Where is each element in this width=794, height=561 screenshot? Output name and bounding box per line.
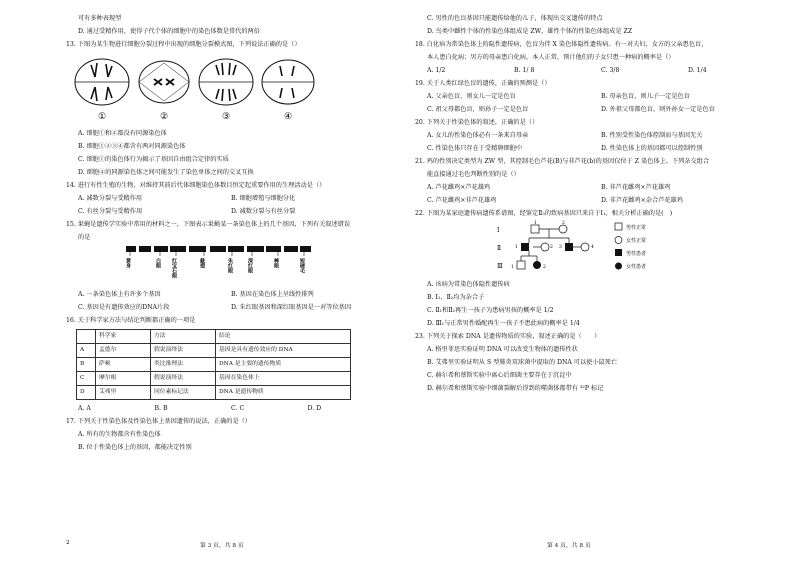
q16-option-a: A. A xyxy=(78,405,91,412)
gene-label: 棒眼 xyxy=(273,258,279,268)
q19-stem: 19. 关于人类红绿色盲的遗传，正确的预测是（） xyxy=(415,80,551,87)
gene-label: 朱红眼 xyxy=(227,258,233,273)
q18-option-a: A. 1/2 xyxy=(427,67,446,74)
legend-label: 女性正常 xyxy=(626,238,647,244)
table-cell: 基因在染色体上 xyxy=(216,372,351,386)
cell-figure-2 xyxy=(139,61,189,103)
table-row xyxy=(77,386,351,400)
q19-option-c: C. 祖父母都色盲，则孙子一定是色盲 xyxy=(427,106,529,113)
gene-label: 截翅 xyxy=(199,258,205,268)
q19-option-d: D. 外祖父母都色盲，则外孙女一定是色盲 xyxy=(601,106,715,113)
q23-option-b: B. 艾弗里实验证明从 S 型肺炎双球菌中提取的 DNA 可以使小鼠死亡 xyxy=(427,359,618,366)
table-cell: 类比推理法 xyxy=(151,358,216,372)
q22-option-a: A. 该病为常染色体隐性遗传病 xyxy=(427,281,510,288)
q23-option-a: A. 格里菲思实验证明 DNA 可以改变生物体的遗传性状 xyxy=(427,346,578,353)
pedigree-legend xyxy=(615,223,646,270)
q14-stem: 14. 进行有性生殖的生物，对维持其前后代体细胞染色体数目恒定起重要作用的生理活动是（） xyxy=(66,182,326,189)
table-cell: 基因是具有遗传效应的 DNA xyxy=(216,344,351,358)
q17-stem: 17. 下列关于性染色体及性染色体上基因遗传的说法，正确的是（） xyxy=(66,418,252,425)
q13-option-d: D. 细胞④的同源染色体之间可能发生了染色单体之间的交叉互换 xyxy=(78,169,254,176)
generation-label: Ⅰ xyxy=(497,227,500,234)
q18-option-d: D. 1/4 xyxy=(688,67,707,74)
gene-label: 黄身 xyxy=(125,258,131,268)
q14-option-a: A. 减数分裂与受精作用 xyxy=(78,195,143,202)
q21-stem-cont: 能直接通过毛色判断性别的是（） xyxy=(427,171,520,178)
q15-chromosome-figure xyxy=(66,244,326,288)
individual-number: 2 xyxy=(562,221,565,226)
q17-option-b: B. 位于性染色体上的基因，都能决定性别 xyxy=(78,444,192,451)
table-cell: A xyxy=(77,344,96,358)
table-row xyxy=(77,372,351,386)
table-cell xyxy=(77,330,96,344)
table-cell: B xyxy=(77,358,96,372)
q14-option-c: C. 有丝分裂与受精作用 xyxy=(78,208,143,215)
q19-option-a: A. 父亲色盲，则女儿一定是色盲 xyxy=(427,93,516,100)
q15-option-d: D. 朱红眼基因和深红眼基因是一对等位基因 xyxy=(231,304,352,311)
pedigree-female-normal xyxy=(541,243,549,251)
table-cell: 假说演绎法 xyxy=(151,344,216,358)
table-cell: DNA 是遗传物质 xyxy=(216,386,351,400)
pedigree-female-normal xyxy=(559,225,567,233)
pedigree-male-affected xyxy=(565,243,573,251)
table-cell: 科学家 xyxy=(96,330,151,344)
text-line: 可有多种表现型 xyxy=(78,15,122,22)
q22-stem: 22. 下图为某家庭遗传病遗传系谱图，经鉴定Ⅱ₃的致病基因只来自于Ⅰ₁，相关分析正确的是( ) xyxy=(415,210,673,217)
q19-option-b: B. 母亲色盲，则儿子一定是色盲 xyxy=(601,93,690,100)
text-line: D. 鸟类中雌性个体的性染色体组成是 ZW，雄性个体的性染色体组成是 ZZ xyxy=(427,28,633,35)
cell-label-3: ③ xyxy=(221,112,231,122)
table-cell: 萨顿 xyxy=(96,358,151,372)
q13-cell-division-figure xyxy=(66,51,326,127)
cell-figure-4 xyxy=(262,60,314,104)
table-cell: C xyxy=(77,372,96,386)
q18-stem: 18. 白化病为常染色体上的隐性遗传病，色盲为伴 X 染色体隐性遗传病。有一对夫妇，女方的父亲患色盲， xyxy=(415,41,708,48)
generation-label: Ⅲ xyxy=(497,263,503,270)
q20-option-d: D. 性染色体上的基因都可以控制性别 xyxy=(601,145,703,152)
q13-option-b: B. 细胞①②③④都含有两对同源染色体 xyxy=(78,143,186,150)
q20-option-c: C. 性染色体只存在于受精卵细胞中 xyxy=(427,145,523,152)
right-page xyxy=(397,0,794,561)
individual-number: 2 xyxy=(550,245,553,250)
table-row xyxy=(77,344,351,358)
q23-option-c: C. 赫尔希和蔡斯实验中离心后细菌主要存在于沉淀中 xyxy=(427,372,572,379)
q20-stem: 20. 下列关于性染色体的叙述，正确的是（） xyxy=(415,119,539,126)
table-cell: DNA 是主要的遗传物质 xyxy=(216,358,351,372)
q16-option-c: C. C xyxy=(231,405,245,412)
q21-option-a: A. 芦花雌鸡×芦花雄鸡 xyxy=(427,184,491,191)
footer-page-number: 第 4 页，共 8 页 xyxy=(547,543,591,549)
pedigree-female-normal xyxy=(581,243,589,251)
q13-option-c: C. 细胞①的染色体行为揭示了基因自由组合定律的实质 xyxy=(78,156,229,163)
table-row xyxy=(77,358,351,372)
q16-option-b: B. B xyxy=(154,405,168,412)
table-cell: D xyxy=(77,386,96,400)
q15-stem-cont: 的是 xyxy=(78,234,91,241)
table-header-row xyxy=(77,330,351,344)
cell-figure-1 xyxy=(75,59,129,105)
right-column xyxy=(415,12,775,395)
q21-option-c: C. 芦花雌鸡×非芦花雄鸡 xyxy=(427,197,497,204)
legend-label: 男性患者 xyxy=(626,251,647,257)
pedigree-male-normal xyxy=(517,261,525,269)
q22-option-c: C. Ⅱ₁和Ⅱ₂再生一孩子为患病男孩的概率是 1/2 xyxy=(427,307,554,314)
q22-pedigree-figure xyxy=(415,220,715,278)
pedigree-male-normal xyxy=(531,225,539,233)
q16-stem: 16. 关于科学家方法与结论判断都正确的一项是 xyxy=(66,317,196,324)
table-cell: 结论 xyxy=(216,330,351,344)
text-line: D. 通过受精作用，使得子代个体的细胞中的染色体数是常代的两倍 xyxy=(78,28,260,35)
legend-label: 男性正常 xyxy=(626,225,647,231)
individual-number: 2 xyxy=(543,265,546,270)
individual-number: 4 xyxy=(591,245,594,250)
gene-label: 红宝石眼 xyxy=(171,258,177,278)
q18-option-c: C. 3/8 xyxy=(601,67,620,74)
q15-option-a: A. 一条染色体上有许多个基因 xyxy=(78,291,161,298)
q14-option-b: B. 细胞增殖与细胞分化 xyxy=(231,195,296,202)
individual-number: 1 xyxy=(534,221,537,226)
q18-option-b: B. 1/ 8 xyxy=(514,67,535,74)
cell-figure-3 xyxy=(199,59,253,105)
gene-label: 深红眼 xyxy=(247,258,253,273)
q16-option-d: D. D xyxy=(307,405,322,412)
q21-option-d: D. 非芦花雌鸡×杂合芦花雄鸡 xyxy=(601,197,683,204)
q20-option-b: B. 性别受性染色体控制而与基因无关 xyxy=(601,132,703,139)
q16-table xyxy=(76,329,351,400)
generation-label: Ⅱ xyxy=(497,245,502,252)
footer-number: 2 xyxy=(66,540,70,546)
q22-option-b: B. Ⅰ₁、Ⅱ₂均为杂合子 xyxy=(427,294,485,301)
gene-label: 白眼 xyxy=(155,258,161,268)
individual-number: 3 xyxy=(559,245,562,250)
q17-option-a: A. 所有的生物都含有性染色体 xyxy=(78,431,161,438)
q15-option-b: B. 基因在染色体上呈线性排列 xyxy=(231,291,314,298)
q21-stem: 21. 鸡的性别决定类型为 ZW 型，其控制毛色芦花(B)与非芦花(b)的基因仅位于 Z 染色体上。下列杂交组合 xyxy=(415,158,710,165)
table-cell: 假说演绎法 xyxy=(151,372,216,386)
individual-number: 1 xyxy=(515,245,518,250)
pedigree-male-affected xyxy=(521,243,529,251)
footer-page-number: 第 3 页，共 8 页 xyxy=(200,543,244,549)
q14-option-d: D. 减数分裂与有丝分裂 xyxy=(231,208,296,215)
table-cell: 方法 xyxy=(151,330,216,344)
pedigree-female-affected xyxy=(533,261,541,269)
q13-stem: 13. 下图为某生物进行细胞分裂过程中出现的细胞分裂模式图，下列说法正确的是（） xyxy=(66,41,301,48)
cell-label-4: ④ xyxy=(283,112,293,122)
legend-label: 女性患者 xyxy=(626,264,647,270)
q18-stem-cont: 本人患白化病；男方的母亲患白化病，本人正常，预计他们的子女只患一种病的概率是（） xyxy=(427,54,675,61)
q21-option-b: B. 非芦花雌鸡×芦花雄鸡 xyxy=(601,184,671,191)
q15-option-c: C. 基因是有遗传效应的DNA片段 xyxy=(78,304,170,311)
q23-stem: 23. 下列关于探索 DNA 是遗传物质的实验，叙述正确的是（ ） xyxy=(415,333,601,340)
table-cell: 同位素标记法 xyxy=(151,386,216,400)
left-column xyxy=(66,12,384,454)
q15-stem: 15. 果蝇是遗传学实验中常用的材料之一，下图表示果蝇某一条染色体上的几个基因，下列有关叙述错误 xyxy=(66,221,351,228)
text-line: C. 男性的色盲基因只能遗传给他的儿子，体现出交叉遗传的特点 xyxy=(427,15,603,22)
q13-option-a: A. 细胞①和④都没有同源染色体 xyxy=(78,130,167,137)
table-cell: 孟德尔 xyxy=(96,344,151,358)
cell-label-2: ② xyxy=(159,112,169,122)
cell-label-1: ① xyxy=(97,112,107,122)
q20-option-a: A. 女儿的性染色体必有一条来自母亲 xyxy=(427,132,529,139)
table-cell: 摩尔根 xyxy=(96,372,151,386)
q23-option-d: D. 赫尔希和蔡斯实验中细菌裂解后得到的噬菌体都带有 ³²P 标记 xyxy=(427,385,604,392)
q22-option-d: D. Ⅲ₁与正常男性婚配再生一孩子不患此病的概率是 1/4 xyxy=(427,320,580,327)
individual-number: 1 xyxy=(511,265,514,270)
table-cell: 艾弗里 xyxy=(96,386,151,400)
gene-label: 短硬毛 xyxy=(299,258,305,273)
